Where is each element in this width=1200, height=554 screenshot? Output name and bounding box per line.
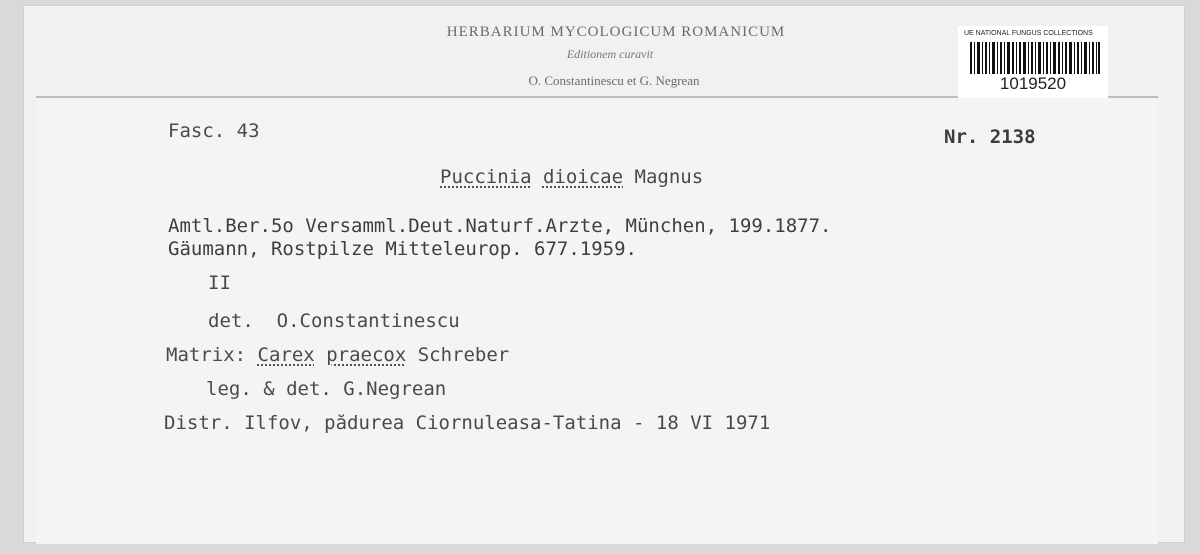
matrix-label: Matrix: [166, 344, 247, 366]
species-author: Magnus [634, 166, 704, 188]
det-prefix: det. [208, 310, 254, 332]
exsiccata-number: Nr. 2138 [944, 126, 1036, 148]
herbarium-subtitle: Editionem curavit [566, 47, 654, 61]
barcode-institution: UE NATIONAL FUNGUS COLLECTIONS [964, 30, 1093, 37]
herbarium-title: HERBARIUM MYCOLOGICUM ROMANICUM [446, 24, 786, 40]
barcode-number: 1019520 [999, 74, 1067, 93]
reference-2: Gäumann, Rostpilze Mitteleurop. 677.1959. [168, 238, 637, 260]
barcode-icon [970, 42, 1100, 74]
host-author: Schreber [417, 344, 510, 366]
collector: leg. & det. G.Negrean [206, 378, 447, 400]
herbarium-editors: O. Constantinescu et G. Negrean [528, 73, 700, 88]
determination [208, 310, 460, 332]
barcode-label [958, 26, 1108, 98]
determiner: O.Constantinescu [276, 310, 460, 332]
genus: Puccinia [440, 166, 532, 188]
label-inner-card [36, 96, 1158, 544]
species-name [440, 166, 703, 188]
host-epithet: praecox [326, 344, 407, 366]
reference-1: Amtl.Ber.5o Versamml.Deut.Naturf.Arzte, München, 199.1877. [168, 215, 832, 237]
host-genus: Carex [257, 344, 315, 366]
fascicle: Fasc. 43 [168, 120, 260, 142]
matrix-line [166, 344, 509, 366]
spore-stage: II [208, 272, 231, 294]
locality: Distr. Ilfov, pădurea Ciornuleasa-Tatina - 18 VI 1971 [164, 412, 771, 434]
epithet: dioicae [542, 166, 624, 188]
